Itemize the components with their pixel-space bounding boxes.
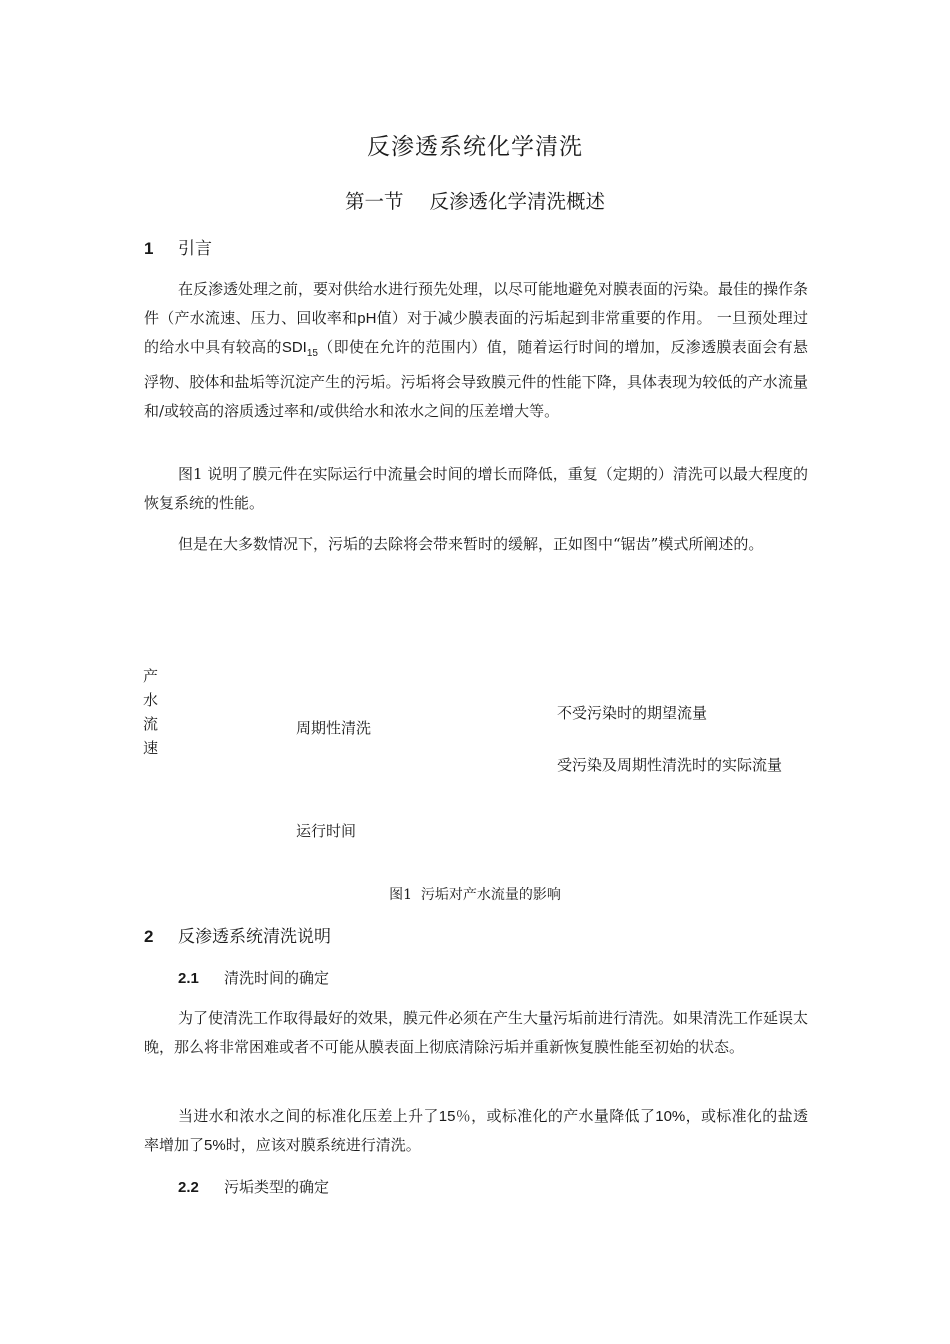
text-run: 15 — [306, 348, 318, 359]
section-label: 第一节 — [344, 190, 404, 213]
subheading-text: 清洗时间的确定 — [224, 969, 330, 987]
text-run: （即使在允许的范围内）值，随着运行时间的增加，反渗透膜表面会有悬浮物、胶体和盐垢等沉淀产生的污垢。污垢将会导致膜元件的性能下降，具体表现为较低的产水流量和/或较高的溶质透过率和/或供给水和浓水之间的压差增大等。 — [144, 338, 808, 420]
y-label-char: 流 — [143, 715, 159, 733]
caption-text: 污垢对产水流量的影响 — [420, 887, 561, 903]
subheading-fouling-type — [178, 1176, 329, 1197]
text-run: 值）对于减少膜表面的污垢起到非常重要的作用。 一旦预处理过的给水中具有较高的 — [144, 309, 808, 356]
heading-intro — [144, 234, 212, 259]
subheading-text: 污垢类型的确定 — [224, 1178, 330, 1196]
text-run: pH — [357, 310, 377, 327]
paragraph-cleaning-criteria — [144, 1102, 808, 1160]
text-run: 说明了膜元件在实际运行中流量会时间的增长而降低，重复（定期的）清洗可以最大程度的恢复系统的性能。 — [144, 465, 808, 512]
document-title: 反渗透系统化学清洗 — [367, 134, 583, 160]
heading-number: 1 — [144, 239, 154, 258]
paragraph-figure-ref — [144, 460, 808, 518]
figure-legend-actual-flow: 受污染及周期性清洗时的实际流量 — [557, 756, 783, 774]
text-run: 10% — [655, 1108, 686, 1125]
figure-legend-expected-flow: 不受污染时的期望流量 — [557, 704, 708, 722]
y-label-char: 水 — [143, 691, 159, 709]
text-run: 图1 — [178, 465, 203, 483]
heading-text: 引言 — [178, 239, 212, 259]
paragraph-intro — [144, 275, 808, 426]
section-title: 反渗透化学清洗概述 — [429, 190, 606, 213]
figure-label-periodic-cleaning: 周期性清洗 — [296, 719, 372, 737]
text-run: 5% — [204, 1137, 226, 1154]
heading-text: 反渗透系统清洗说明 — [178, 927, 331, 947]
subheading-cleaning-time — [178, 967, 329, 988]
section-heading — [0, 186, 950, 214]
subheading-number: 2.2 — [178, 1179, 199, 1196]
text-run: 当进水和浓水之间的标准化压差上升了 — [178, 1107, 439, 1125]
y-label-char: 产 — [143, 667, 159, 685]
subheading-number: 2.1 — [178, 970, 199, 987]
text-run: ，或标准化的产水量降低了 — [471, 1107, 656, 1125]
y-label-char: 速 — [143, 739, 159, 757]
text-run: ，或标准化的盐透率增加了 — [144, 1107, 808, 1154]
text-run: 时，应该对膜系统进行清洗。 — [225, 1136, 421, 1154]
figure-x-label: 运行时间 — [296, 822, 357, 840]
heading-number: 2 — [144, 927, 154, 946]
figure-y-label — [143, 664, 163, 760]
text-run: SDI — [281, 339, 307, 356]
paragraph-sawtooth: 但是在大多数情况下，污垢的去除将会带来暂时的缓解，正如图中“锯齿”模式所阐述的。 — [178, 535, 764, 553]
text-run: 15％ — [438, 1108, 472, 1125]
caption-number: 图1 — [389, 887, 412, 903]
heading-cleaning — [144, 922, 331, 947]
text-run: 在反渗透处理之前，要对供给水进行预先处理，以尽可能地避免对膜表面的污染。最佳的操作条件（产水流速、压力、回收率和 — [144, 280, 809, 327]
figure-caption — [0, 884, 950, 904]
paragraph-cleaning-time: 为了使清洗工作取得最好的效果，膜元件必须在产生大量污垢前进行清洗。如果清洗工作延误太晚，那么将非常困难或者不可能从膜表面上彻底清除污垢并重新恢复膜性能至初始的状态。 — [144, 1009, 809, 1056]
